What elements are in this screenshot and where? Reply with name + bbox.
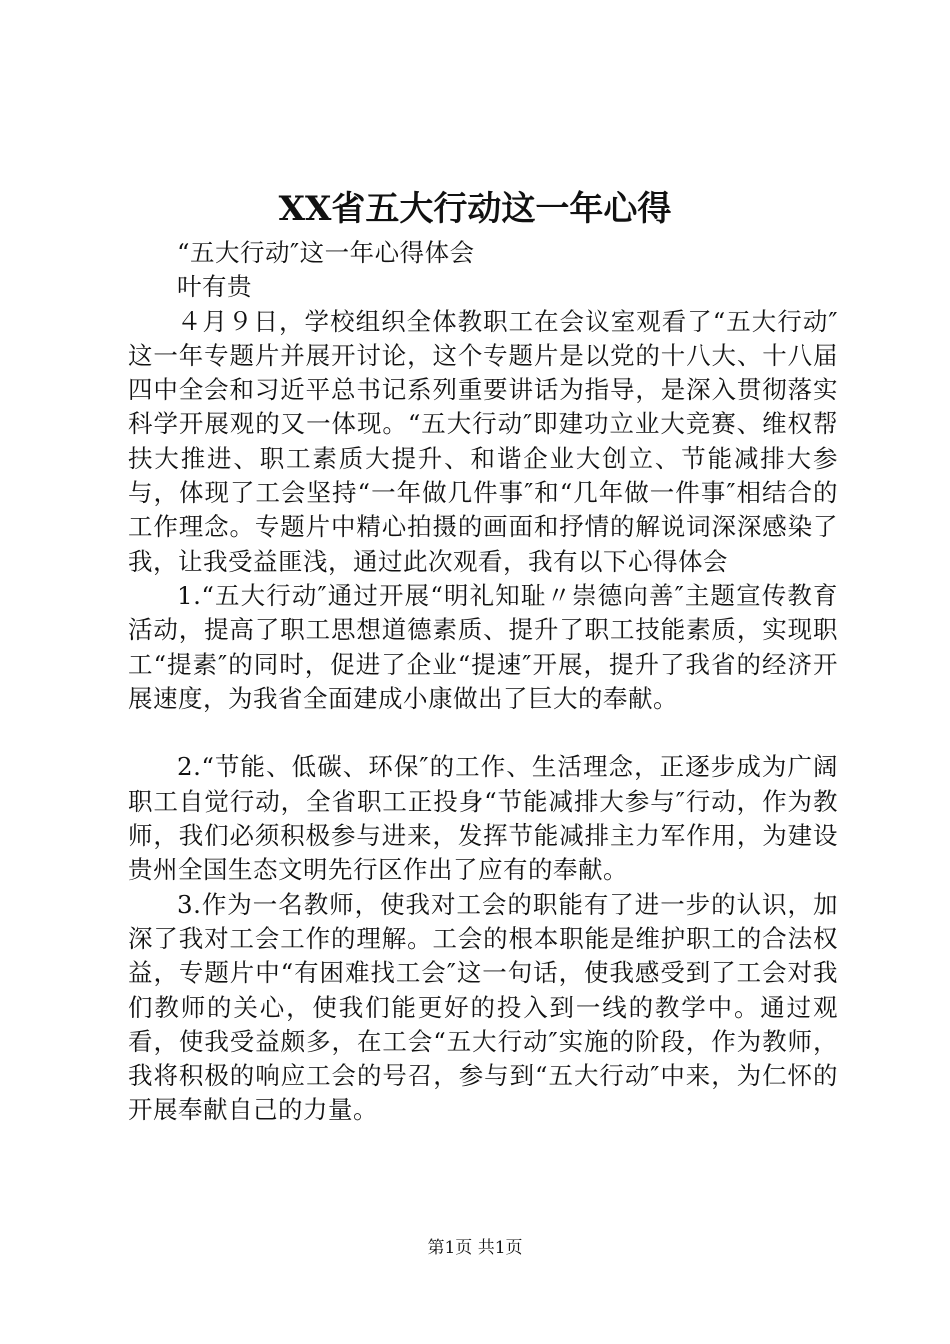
author-name: 叶有贵 — [177, 272, 252, 302]
document-body — [128, 236, 838, 1128]
page-number-footer: 第1页 共1页 — [427, 1238, 523, 1258]
paragraph-intro: ４月９日，学校组织全体教职工在会议室观看了“五大行动″这一年专题片并展开讨论，这个专题片是以党的十八大、十八届四中全会和习近平总书记系列重要讲话为指导，是深入贯彻落实科学开展观的又一体现。“五大行动″即建功立业大竞赛、维权帮扶大推进、职工素质大提升、和谐企业大创立、节能减排大参与，体现了工会坚持“一年做几件事″和“几年做一件事″相结合的工作理念。专题片中精心拍摄的画面和抒情的解说词深深感染了我，让我受益匪浅，通过此次观看，我有以下心得体会 — [128, 306, 838, 576]
subtitle: “五大行动″这一年心得体会 — [177, 238, 475, 267]
document-title: XX省五大行动这一年心得 — [278, 189, 672, 229]
paragraph-point-2: 2.“节能、低碳、环保″的工作、生活理念，正逐步成为广阔职工自觉行动，全省职工正投身“节能减排大参与″行动，作为教师，我们必须积极参与进来，发挥节能减排主力军作用，为建设贵州全国生态文明先行区作出了应有的奉献。 — [128, 752, 838, 885]
paragraph-point-1: 1.“五大行动″通过开展“明礼知耻〃崇德向善″主题宣传教育活动，提高了职工思想道德素质、提升了职工技能素质，实现职工“提素″的同时，促进了企业“提速″开展，提升了我省的经济开展速度，为我省全面建成小康做出了巨大的奉献。 — [128, 580, 838, 713]
paragraph-point-3: 3.作为一名教师，使我对工会的职能有了进一步的认识，加深了我对工会工作的理解。工会的根本职能是维护职工的合法权益，专题片中“有困难找工会″这一句话，使我感受到了工会对我们教师的关心，使我们能更好的投入到一线的教学中。通过观看，使我受益颇多，在工会“五大行动″实施的阶段，作为教师，我将积极的响应工会的号召，参与到“五大行动″中来，为仁怀的开展奉献自己的力量。 — [128, 889, 838, 1125]
